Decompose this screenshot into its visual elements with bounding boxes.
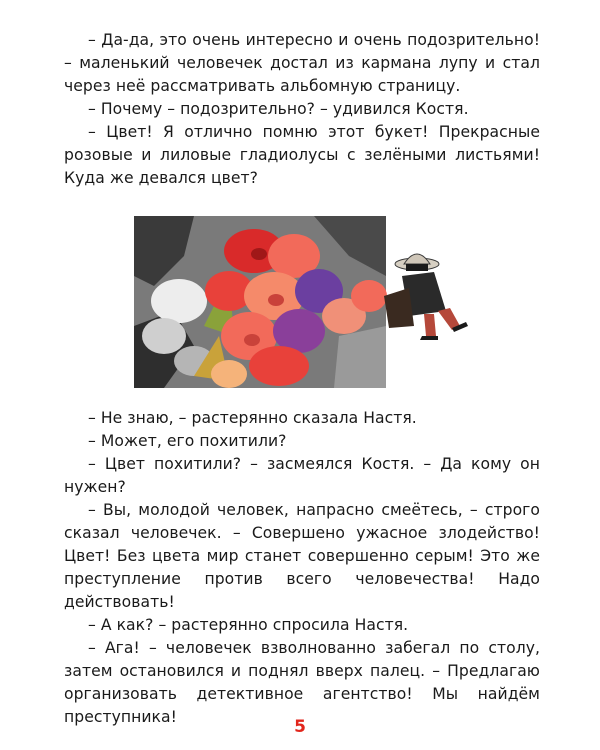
flower-center [251, 248, 267, 260]
paragraph: – Да-да, это очень интересно и очень подозрительно! – маленький человечек достал из кармана лупу и стал через неё рассматривать альбомную страницу. [64, 31, 540, 95]
bouquet-illustration-svg [134, 216, 479, 388]
paragraph: – А как? – растерянно спросила Настя. [88, 616, 409, 634]
flower-center [268, 294, 284, 306]
pink-flower [351, 280, 387, 312]
thief-character [384, 254, 468, 340]
flower-center [244, 334, 260, 346]
text-block-bottom [64, 407, 540, 729]
white-flower [151, 279, 207, 323]
white-flower [142, 318, 186, 354]
paragraph: – Ага! – человечек взволнованно забегал по столу, затем остановился и поднял вверх палец. – Предлагаю организовать детективное агентство! Мы найдём преступника! [64, 639, 540, 726]
loot-bag [384, 288, 414, 328]
text-block-top [64, 29, 540, 190]
red-flower [249, 346, 309, 386]
paragraph: – Вы, молодой человек, напрасно смеётесь, – строго сказал человечек. – Совершено ужасное злодейство! Цвет! Без цвета мир станет совершенно серым! Это же преступление против всего человечества! Надо действовать! [64, 501, 540, 611]
paragraph: – Почему – подозрительно? – удивился Костя. [88, 100, 469, 118]
page-number: 5 [294, 717, 306, 737]
paragraph: – Не знаю, – растерянно сказала Настя. [88, 409, 417, 427]
paragraph: – Цвет! Я отлично помню этот букет! Прекрасные розовые и лиловые гладиолусы с зелёными листьями! Куда же девался цвет? [64, 123, 540, 187]
orange-flower [211, 360, 247, 388]
illustration-gladiolus-bouquet [134, 216, 479, 388]
paragraph: – Цвет похитили? – засмеялся Костя. – Да кому он нужен? [64, 455, 540, 496]
paragraph: – Может, его похитили? [88, 432, 287, 450]
